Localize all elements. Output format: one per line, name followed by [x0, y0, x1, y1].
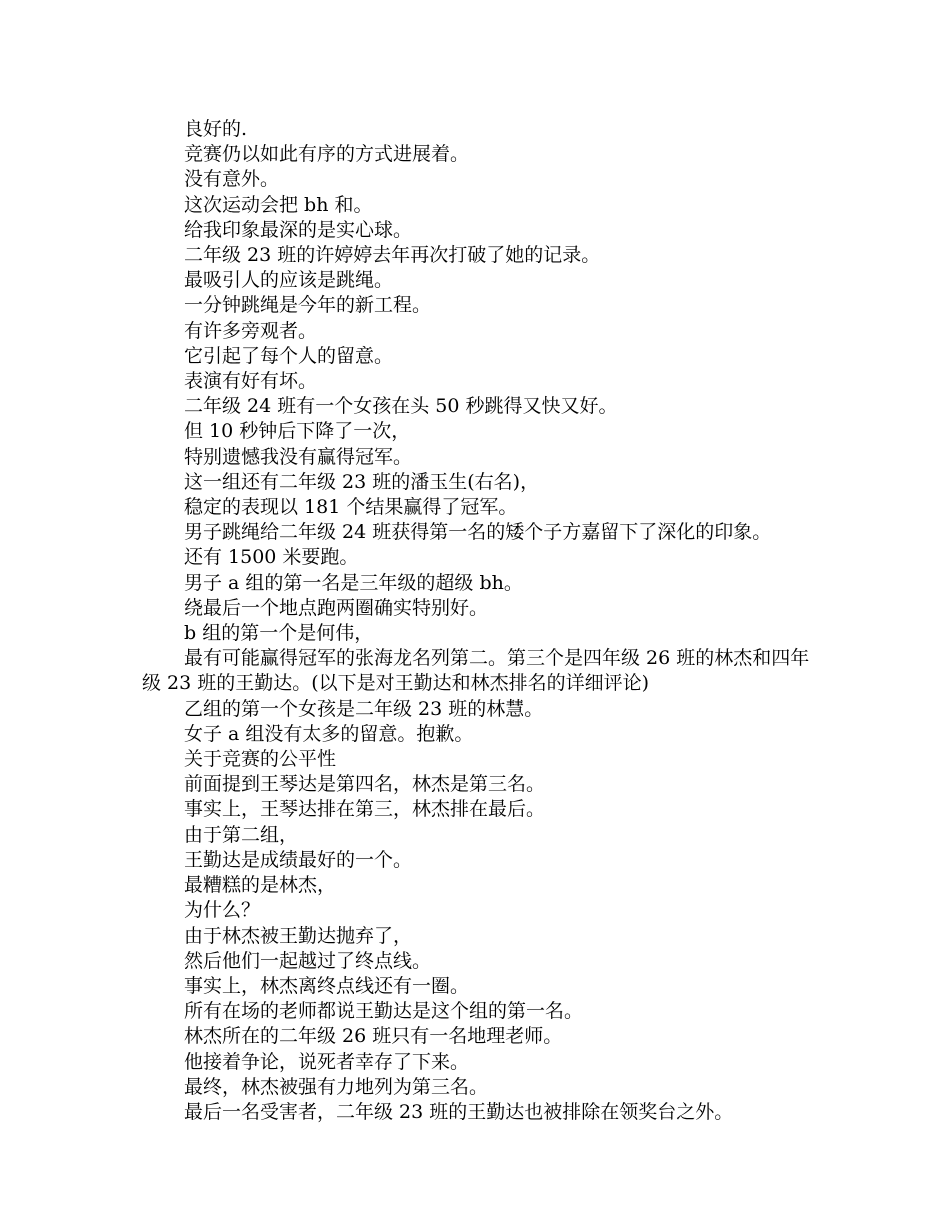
paragraph: 男子跳绳给二年级 24 班获得第一名的矮个子方嘉留下了深化的印象。	[184, 521, 772, 544]
paragraph: 有许多旁观者。	[184, 319, 318, 342]
paragraph: 由于林杰被王勤达抛弃了，	[184, 924, 413, 947]
paragraph: 绕最后一个地点跑两圈确实特别好。	[184, 596, 489, 619]
paragraph: 这次运动会把 bh 和。	[184, 193, 373, 216]
paragraph: 二年级 24 班有一个女孩在头 50 秒跳得又快又好。	[184, 395, 618, 418]
paragraph: 二年级 23 班的许婷婷去年再次打破了她的记录。	[184, 244, 601, 267]
paragraph: 一分钟跳绳是今年的新工程。	[184, 294, 432, 317]
paragraph: 事实上，王琴达排在第三，林杰排在最后。	[184, 798, 546, 821]
paragraph: b 组的第一个是何伟，	[184, 622, 374, 645]
paragraph: 男子 a 组的第一名是三年级的超级 bh。	[184, 571, 523, 594]
paragraph: 最有可能赢得冠军的张海龙名列第二。第三个是四年级 26 班的林杰和四年级 23 班的王勤达。(以下是对王勤达和林杰排名的详细评论)	[142, 647, 810, 695]
paragraph: 最后一名受害者，二年级 23 班的王勤达也被排除在领奖台之外。	[184, 1100, 734, 1123]
paragraph: 它引起了每个人的留意。	[184, 344, 394, 367]
paragraph: 前面提到王琴达是第四名，林杰是第三名。	[184, 773, 546, 796]
paragraph: 良好的.	[184, 118, 248, 140]
paragraph: 乙组的第一个女孩是二年级 23 班的林慧。	[184, 697, 544, 720]
paragraph: 最终，林杰被强有力地列为第三名。	[184, 1075, 489, 1098]
paragraph: 由于第二组，	[184, 823, 299, 846]
paragraph: 女子 a 组没有太多的留意。抱歉。	[184, 722, 474, 745]
paragraph: 为什么？	[184, 899, 261, 922]
paragraph: 这一组还有二年级 23 班的潘玉生(右名)，	[184, 470, 540, 493]
paragraph: 事实上，林杰离终点线还有一圈。	[184, 974, 470, 997]
paragraph: 但 10 秒钟后下降了一次，	[184, 420, 411, 443]
paragraph: 关于竞赛的公平性	[184, 748, 337, 771]
paragraph: 他接着争论，说死者幸存了下来。	[184, 1050, 470, 1073]
paragraph: 林杰所在的二年级 26 班只有一名地理老师。	[184, 1025, 563, 1048]
paragraph: 然后他们一起越过了终点线。	[184, 949, 432, 972]
paragraph: 没有意外。	[184, 168, 280, 191]
document-body	[142, 117, 814, 1125]
paragraph: 所有在场的老师都说王勤达是这个组的第一名。	[184, 1000, 584, 1023]
paragraph: 给我印象最深的是实心球。	[184, 218, 413, 241]
paragraph: 稳定的表现以 181 个结果赢得了冠军。	[184, 496, 518, 519]
paragraph: 特别遗憾我没有赢得冠军。	[184, 445, 413, 468]
paragraph: 还有 1500 米要跑。	[184, 546, 359, 569]
paragraph: 最吸引人的应该是跳绳。	[184, 269, 394, 292]
paragraph: 王勤达是成绩最好的一个。	[184, 848, 413, 871]
paragraph: 竞赛仍以如此有序的方式进展着。	[184, 143, 470, 166]
paragraph: 表演有好有坏。	[184, 370, 318, 393]
paragraph: 最糟糕的是林杰，	[184, 874, 337, 897]
